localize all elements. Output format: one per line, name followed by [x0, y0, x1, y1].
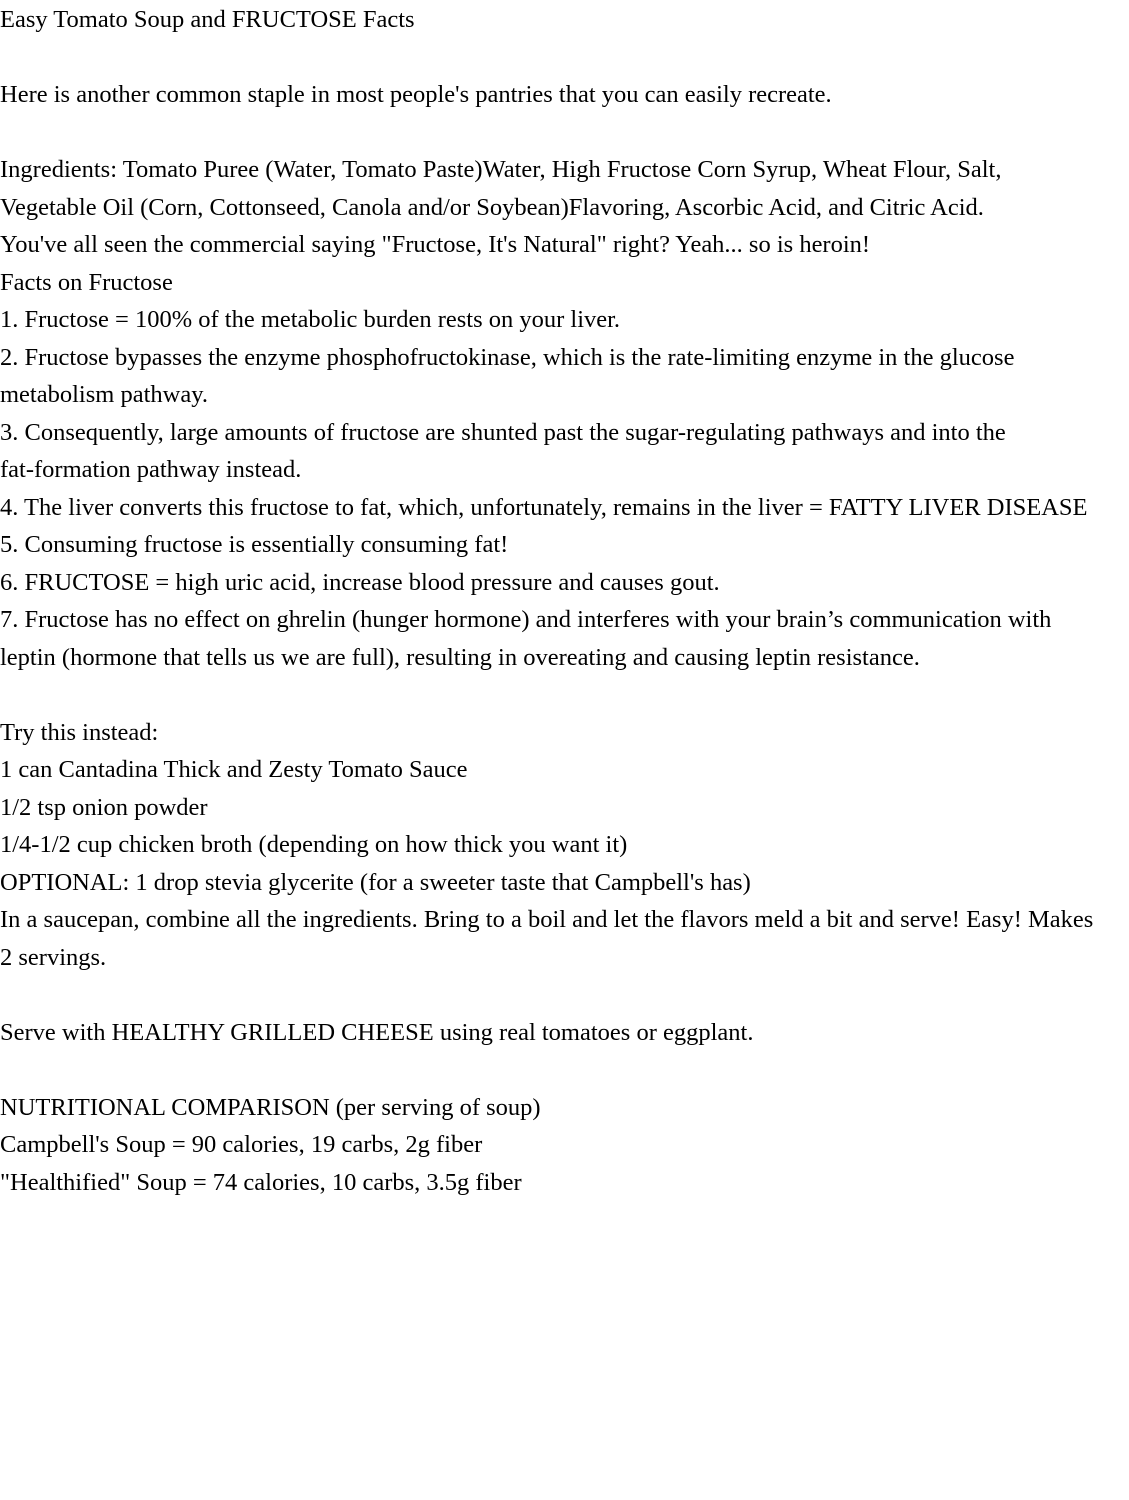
- intro-paragraph: Here is another common staple in most people's pantries that you can easily recreate.: [0, 81, 832, 108]
- document-body: [0, 1, 1129, 1201]
- facts-heading: Facts on Fructose: [0, 268, 173, 296]
- recipe-item-2: 1/2 tsp onion powder: [0, 793, 208, 821]
- fact-5: 5. Consuming fructose is essentially consuming fat!: [0, 531, 509, 558]
- ingredients-line-2: Vegetable Oil (Corn, Cottonseed, Canola and/or Soybean)Flavoring, Ascorbic Acid, and Citric Acid.: [0, 193, 984, 221]
- spacer: [0, 676, 1129, 714]
- fact-3-line-2: fat-formation pathway instead.: [0, 456, 302, 483]
- fact-3-line-1: 3. Consequently, large amounts of fructose are shunted past the sugar-regulating pathways and into the: [0, 418, 1006, 446]
- commercial-note: You've all seen the commercial saying "Fructose, It's Natural" right? Yeah... so is heroin!: [0, 231, 871, 258]
- fact-6: 6. FRUCTOSE = high uric acid, increase blood pressure and causes gout.: [0, 568, 720, 596]
- spacer: [0, 39, 1129, 77]
- ingredients-line-1: Ingredients: Tomato Puree (Water, Tomato Paste)Water, High Fructose Corn Syrup, Wheat Flour, Salt,: [0, 156, 1002, 183]
- recipe-item-4: OPTIONAL: 1 drop stevia glycerite (for a sweeter taste that Campbell's has): [0, 868, 751, 896]
- spacer: [0, 976, 1129, 1014]
- recipe-item-3: 1/4-1/2 cup chicken broth (depending on how thick you want it): [0, 831, 628, 858]
- document-title: Easy Tomato Soup and FRUCTOSE Facts: [0, 6, 415, 33]
- fact-2-line-1: 2. Fructose bypasses the enzyme phosphofructokinase, which is the rate-limiting enzyme in the glucose: [0, 343, 1015, 371]
- fact-7-line-1: 7. Fructose has no effect on ghrelin (hunger hormone) and interferes with your brain’s communication with: [0, 606, 1052, 633]
- spacer: [0, 114, 1129, 152]
- fact-2-line-2: metabolism pathway.: [0, 381, 208, 408]
- recipe-item-1: 1 can Cantadina Thick and Zesty Tomato Sauce: [0, 756, 468, 783]
- fact-7-line-2: leptin (hormone that tells us we are full), resulting in overeating and causing leptin resistance.: [0, 643, 920, 671]
- nutrition-healthified: "Healthified" Soup = 74 calories, 10 carbs, 3.5g fiber: [0, 1168, 522, 1196]
- nutrition-campbells: Campbell's Soup = 90 calories, 19 carbs, 2g fiber: [0, 1131, 483, 1158]
- recipe-instructions-line-2: 2 servings.: [0, 943, 107, 971]
- fact-1: 1. Fructose = 100% of the metabolic burden rests on your liver.: [0, 306, 621, 333]
- recipe-instructions-line-1: In a saucepan, combine all the ingredients. Bring to a boil and let the flavors meld a bit and serve! Easy! Makes: [0, 906, 1094, 933]
- recipe-heading: Try this instead:: [0, 718, 159, 746]
- fact-4: 4. The liver converts this fructose to fat, which, unfortunately, remains in the liver = FATTY LIVER DISEASE: [0, 493, 1088, 521]
- nutrition-heading: NUTRITIONAL COMPARISON (per serving of soup): [0, 1093, 541, 1121]
- serving-note: Serve with HEALTHY GRILLED CHEESE using real tomatoes or eggplant.: [0, 1018, 754, 1046]
- spacer: [0, 1051, 1129, 1089]
